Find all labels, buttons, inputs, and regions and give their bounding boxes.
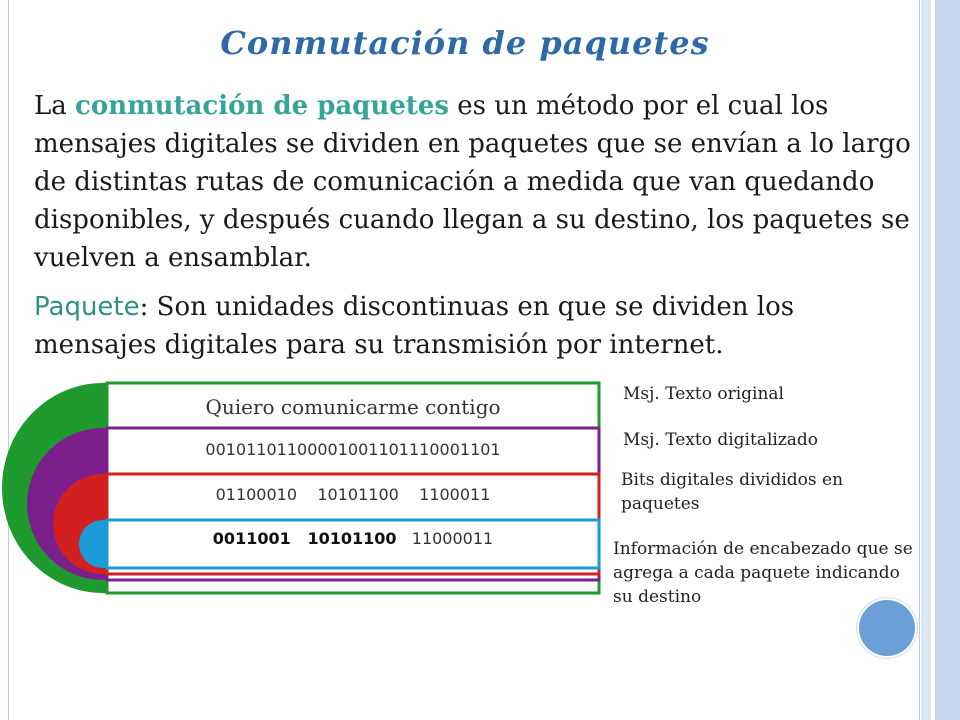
decorative-rail-outer bbox=[935, 0, 960, 720]
paragraph-rest: es un método por el cual los mensajes digitales se dividen en paquetes que se envían a lo largo de distintas rutas de comunicación a medida que van quedando disponibles, y después cuando llegan a su destino, los paquetes se vuelven a ensamblar. bbox=[34, 91, 911, 273]
packet-definition bbox=[34, 288, 914, 364]
highlighted-term: conmutación de paquetes bbox=[75, 91, 449, 121]
decorative-circle bbox=[857, 598, 917, 658]
paragraph-intro: La bbox=[34, 91, 76, 121]
label-header-info: Información de encabezado que se agrega a cada paquete indicando su destino bbox=[613, 539, 913, 607]
original-message-row: Quiero comunicarme contigo bbox=[205, 395, 501, 419]
label-original-text: Msj. Texto original bbox=[623, 384, 784, 404]
header-bits-row bbox=[108, 529, 598, 548]
packet-term: Paquete bbox=[34, 292, 140, 322]
packet-definition-text: : Son unidades discontinuas en que se dividen los mensajes digitales para su transmisión por internet. bbox=[34, 292, 795, 360]
label-divided-bits: Bits digitales divididos en paquetes bbox=[621, 470, 844, 514]
split-bits-row: 01100010 10101100 1100011 bbox=[215, 485, 491, 504]
header-bits-bold: 0011001 10101100 bbox=[212, 529, 397, 548]
digitized-message-row: 00101101100001001101110001101 bbox=[205, 440, 501, 459]
definition-paragraph bbox=[34, 87, 914, 277]
label-digitized-text: Msj. Texto digitalizado bbox=[623, 430, 819, 450]
header-bits-normal: 11000011 bbox=[396, 529, 494, 548]
decorative-rail bbox=[921, 0, 931, 720]
slide-title: Conmutación de paquetes bbox=[220, 24, 710, 62]
